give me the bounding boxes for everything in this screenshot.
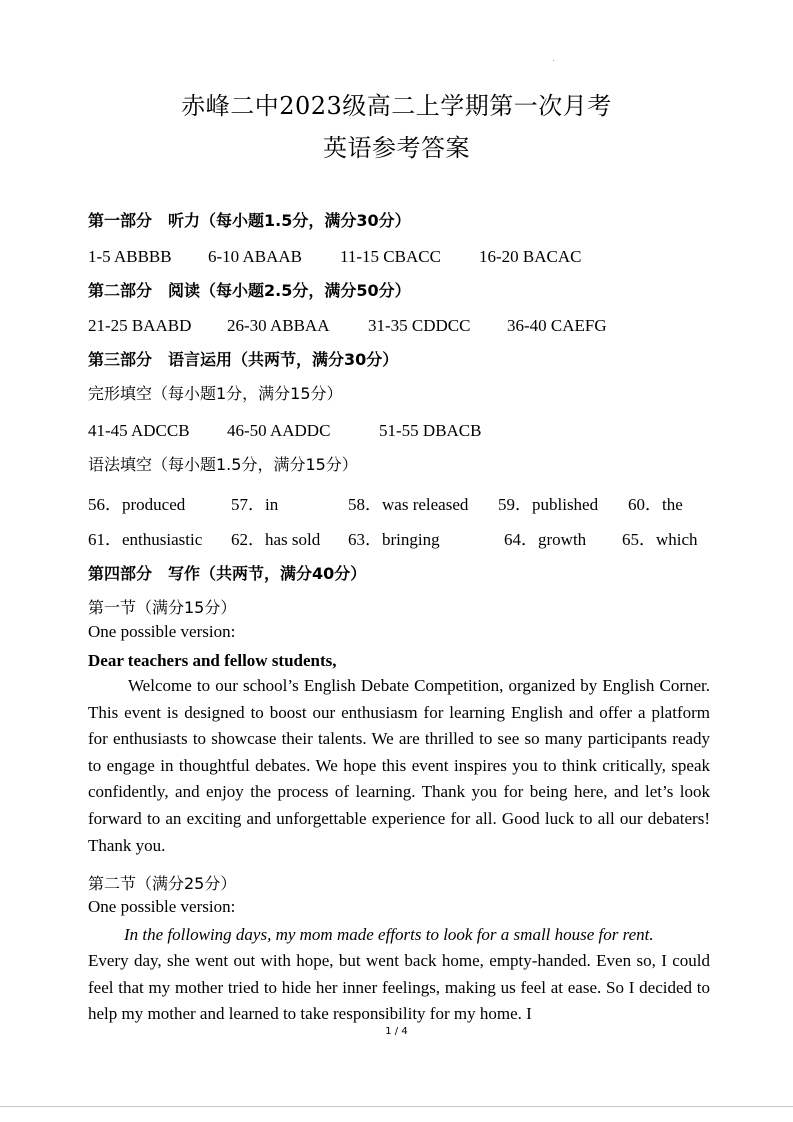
page-number: 1 / 4 (385, 1026, 408, 1037)
part3-heading: 第三部分 语言运用（共两节，满分30分） (88, 350, 399, 369)
grammar-answers-row2 (88, 525, 708, 549)
grammar-answer: 64．growth (504, 530, 587, 549)
letter-salutation: Dear teachers and fellow students, (88, 651, 337, 670)
part1-heading: 第一部分 听力（每小题1.5分，满分30分） (88, 211, 411, 230)
grammar-answer: 65．which (622, 530, 698, 549)
grammar-answer: 60．the (628, 495, 683, 514)
page-bottom-rule (0, 1106, 793, 1107)
continuation-lead-sentence: In the following days, my mom made efforts to look for a small house for rent. (124, 925, 654, 944)
scan-speck (553, 60, 554, 61)
grammar-answer: 56．produced (88, 495, 186, 514)
version-label: One possible version: (88, 622, 236, 641)
answer-group: 6-10 ABAAB (208, 247, 302, 266)
cloze-heading: 完形填空（每小题1分，满分15分） (88, 384, 343, 403)
answer-group: 31-35 CDDCC (368, 316, 471, 335)
part2-heading: 第二部分 阅读（每小题2.5分，满分50分） (88, 281, 411, 300)
version-label: One possible version: (88, 897, 236, 916)
answer-group: 41-45 ADCCB (88, 421, 190, 440)
answer-group: 36-40 CAEFG (507, 316, 607, 335)
grammar-heading: 语法填空（每小题1.5分，满分15分） (88, 455, 358, 474)
part1-answers (88, 247, 708, 271)
answer-group: 51-55 DBACB (379, 421, 482, 440)
grammar-answer: 58．was released (348, 495, 469, 514)
writing-section1-heading: 第一节（满分15分） (88, 598, 237, 617)
part2-answers (88, 316, 708, 340)
part4-heading: 第四部分 写作（共两节，满分40分） (88, 564, 367, 583)
answer-group: 16-20 BACAC (479, 247, 582, 266)
answer-group: 1-5 ABBBB (88, 247, 172, 266)
answer-group: 26-30 ABBAA (227, 316, 330, 335)
exam-subtitle: 英语参考答案 (323, 134, 470, 162)
grammar-answer: 63．bringing (348, 530, 440, 549)
grammar-answer: 62．has sold (231, 530, 321, 549)
cloze-answers (88, 421, 708, 445)
grammar-answer: 57．in (231, 495, 279, 514)
answer-group: 46-50 AADDC (227, 421, 331, 440)
writing-section2-heading: 第二节（满分25分） (88, 874, 237, 893)
exam-title: 赤峰二中2023级高二上学期第一次月考 (181, 92, 612, 120)
grammar-answer: 59．published (498, 495, 599, 514)
grammar-answer: 61．enthusiastic (88, 530, 203, 549)
grammar-answers-row1 (88, 490, 708, 514)
speech-body: Welcome to our school’s English Debate Competition, organized by English Corner. This event is designed to boost our enthusiasm for learning English and offer a platform for enthusiasts to showcase their talents. We are thrilled to see so many participants ready to engage in thoughtful debates. We hope this event inspires you to think critically, speak confidently, and enjoy the process of learning. Thank you for being here, and let’s look forward to an exciting and unforgettable experience for all. Good luck to all our debaters! Thank you. (88, 676, 710, 855)
answer-group: 11-15 CBACC (340, 247, 441, 266)
continuation-body: Every day, she went out with hope, but went back home, empty-handed. Even so, I could feel that my mother tried to hide her inner feelings, making us feel at ease. So I decided to help my mother and learned to take responsibility for my home. I (88, 951, 710, 1024)
answer-group: 21-25 BAABD (88, 316, 192, 335)
